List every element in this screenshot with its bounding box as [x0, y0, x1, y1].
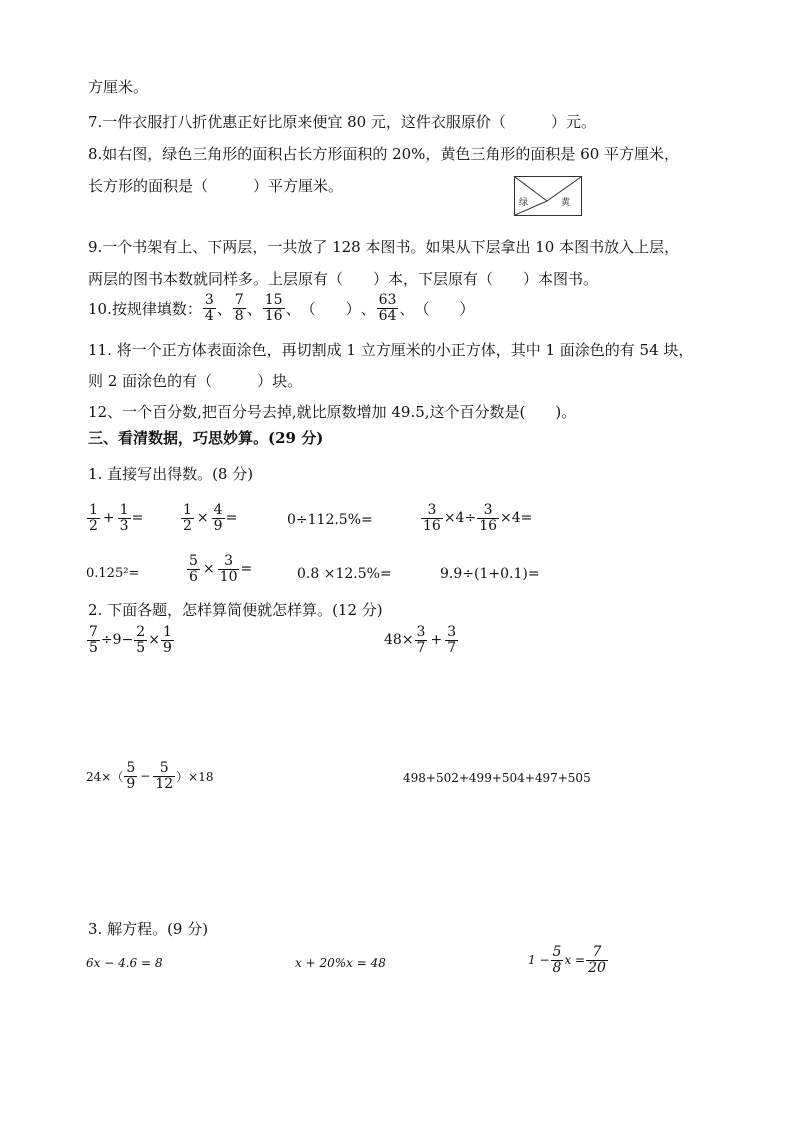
- fraction: $\frac{3}{7}$: [416, 624, 426, 656]
- q10-sep: 、: [216, 299, 232, 318]
- yellow-triangle-label: 黄: [561, 198, 571, 208]
- q10-fraction-4: $\frac{63}{64}$: [378, 292, 397, 324]
- calc-1-5: 0.125²=: [86, 566, 140, 581]
- calc-1-4: [420, 503, 532, 533]
- question-9-line2: 两层的图书本数就同样多。上层原有（ ）本，下层原有（ ）本图书。: [88, 270, 599, 288]
- calc-1-2: [180, 503, 237, 533]
- q10-fraction-3: $\frac{15}{16}$: [264, 292, 283, 324]
- section-3-title: 三、看清数据，巧思妙算。(29 分): [88, 429, 324, 447]
- question-7: 7.一件衣服打八折优惠正好比原来便宜 80 元，这件衣服原价（ ）元。: [88, 113, 596, 131]
- question-9-line1: 9.一个书架有上、下两层，一共放了 128 本图书。如果从下层拿出 10 本图书放入上层，: [88, 238, 680, 256]
- q10-fraction-2: $\frac{7}{8}$: [234, 292, 244, 324]
- equals: =: [240, 561, 253, 578]
- calc-1-3: 0÷112.5%=: [287, 512, 373, 528]
- fraction: $\frac{1}{2}$: [183, 502, 192, 534]
- operator: +: [102, 510, 115, 527]
- fraction: $\frac{3}{7}$: [447, 624, 457, 656]
- middle: x =: [564, 953, 586, 968]
- question-11-line2: 则 2 面涂色的有（ ）块。: [88, 372, 303, 390]
- calc-2-1: [86, 625, 175, 655]
- fraction: $\frac{5}{6}$: [189, 553, 198, 585]
- q10-blank: （ ）: [414, 299, 475, 318]
- calc-2-4: 498+502+499+504+497+505: [403, 771, 591, 785]
- part-3-title: 3. 解方程。(9 分): [88, 920, 209, 938]
- fraction: $\frac{3}{16}$: [423, 502, 441, 534]
- operator: ×: [148, 632, 160, 649]
- question-8-line2: 长方形的面积是（ ）平方厘米。: [88, 177, 344, 195]
- q10-prefix: 10.按规律填数：: [88, 299, 202, 318]
- prefix: 1 −: [528, 953, 550, 968]
- operator: ÷9−: [100, 632, 134, 649]
- equals: =: [225, 510, 238, 527]
- green-triangle-label: 绿: [519, 198, 529, 208]
- part-2-title: 2. 下面各题，怎样算简便就怎样算。(12 分): [88, 601, 383, 619]
- fraction: $\frac{3}{10}$: [219, 553, 238, 585]
- calc-2-2: [384, 625, 459, 655]
- fraction: $\frac{5}{12}$: [155, 760, 174, 792]
- equation-2: x + 20%x = 48: [295, 956, 386, 970]
- calc-2-3: [86, 761, 213, 791]
- rectangle-figure: [514, 176, 582, 216]
- suffix: ）×18: [176, 769, 214, 784]
- prefix: 24×（: [86, 769, 124, 784]
- operator: ×4÷: [443, 510, 477, 527]
- operator: +: [430, 632, 443, 649]
- question-11-line1: 11. 将一个正方体表面涂色，再切割成 1 立方厘米的小正方体，其中 1 面涂色的有 54 块，: [88, 341, 694, 359]
- q10-sep: 、: [399, 299, 415, 318]
- fraction: $\frac{3}{16}$: [479, 502, 498, 534]
- fraction: $\frac{7}{5}$: [89, 624, 98, 656]
- equation-3: [528, 945, 609, 975]
- calc-1-6: [186, 554, 252, 584]
- fraction: $\frac{5}{9}$: [126, 760, 136, 792]
- q10-sep: 、: [246, 299, 262, 318]
- fraction: $\frac{4}{9}$: [213, 502, 223, 534]
- question-12: 12、一个百分数,把百分号去掉,就比原数增加 49.5,这个百分数是( )。: [88, 403, 577, 421]
- q10-sep: 、: [360, 299, 376, 318]
- operator: ×: [202, 561, 215, 578]
- q10-fraction-1: $\frac{3}{4}$: [204, 292, 214, 324]
- q10-sep: 、: [285, 299, 301, 318]
- tail: ×4=: [500, 510, 533, 527]
- equals: =: [131, 510, 144, 527]
- fraction: $\frac{5}{8}$: [552, 944, 562, 976]
- calc-1-7: 0.8 ×12.5%=: [297, 566, 392, 582]
- calc-1-8: 9.9÷(1+0.1)=: [440, 566, 540, 582]
- question-10: [88, 293, 474, 323]
- fraction: $\frac{1}{9}$: [162, 624, 172, 656]
- fraction: $\frac{1}{3}$: [119, 502, 129, 534]
- operator: −: [140, 769, 151, 784]
- prefix: 48×: [384, 632, 414, 649]
- calc-1-1: [86, 503, 143, 533]
- equation-1: 6x − 4.6 = 8: [86, 956, 163, 970]
- fraction: $\frac{2}{5}$: [136, 624, 146, 656]
- part-1-title: 1. 直接写出得数。(8 分): [88, 465, 254, 483]
- fraction: $\frac{7}{20}$: [588, 944, 606, 976]
- q6-tail: 方厘米。: [88, 78, 149, 96]
- q10-blank: （ ）: [300, 299, 361, 318]
- operator: ×: [196, 510, 209, 527]
- fraction: $\frac{1}{2}$: [89, 502, 98, 534]
- question-8-line1: 8.如右图，绿色三角形的面积占长方形面积的 20%，黄色三角形的面积是 60 平方厘米，: [88, 145, 680, 163]
